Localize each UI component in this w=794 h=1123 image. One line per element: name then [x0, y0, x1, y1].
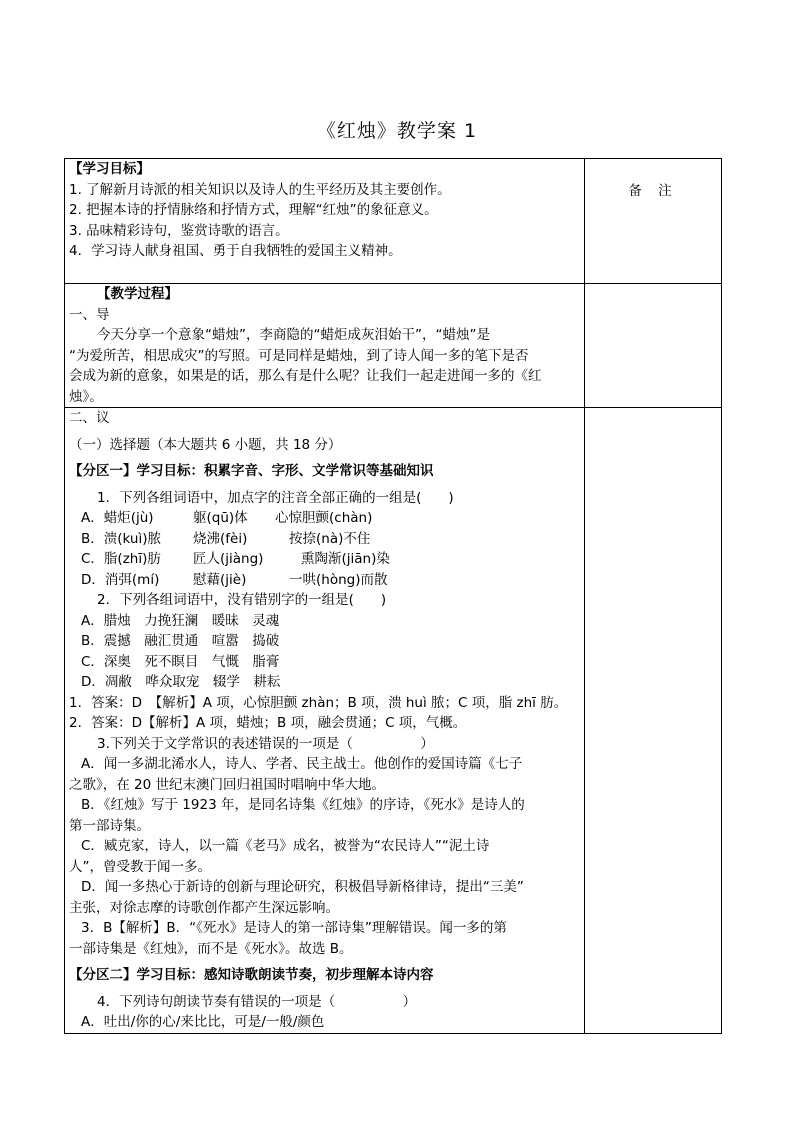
- q3-option-c: C．臧克家，诗人，以一篇《老马》成名，被誉为“农民诗人”“泥土诗: [81, 838, 490, 854]
- intro-line: 烛》。: [69, 388, 103, 405]
- q1-option-b: [69, 529, 580, 550]
- q1-b-1: B．溃(kuì)脓: [81, 530, 162, 547]
- q2-option-a: A．腊烛 力挽狂澜 暖昧 灵魂: [81, 612, 280, 629]
- q1-stem: 1．下列各组词语中，加点字的注音全部正确的一组是( ): [97, 489, 454, 506]
- notes-cell-empty: [585, 284, 722, 408]
- objective-item: 3. 品味精彩诗句，鉴赏诗歌的语言。: [69, 222, 289, 239]
- choice-heading: （一）选择题（本大题共 6 小题，共 18 分）: [69, 436, 342, 453]
- q2-stem: 2．下列各组词语中，没有错别字的一组是( ): [97, 592, 387, 608]
- page-title: 《红烛》教学案 1: [316, 120, 478, 142]
- q3-option-a: A．闻一多湖北浠水人，诗人、学者、民主战士。他创作的爱国诗篇《七子: [81, 756, 523, 772]
- objective-item: 4．学习诗人献身祖国、勇于自我牺牲的爱国主义精神。: [69, 243, 402, 259]
- q3-option-b-cont: 第一部诗集。: [69, 817, 150, 834]
- lesson-table: [64, 158, 722, 1034]
- intro-line: 今天分享一个意象“蜡烛”，李商隐的“蜡炬成灰泪始干”，“蜡烛”是: [97, 327, 490, 343]
- zone1-heading: 【分区一】学习目标：积累字音、字形、文学常识等基础知识: [69, 463, 434, 479]
- q3-stem: 3.下列关于文学常识的表述错误的一项是（ ）: [97, 735, 434, 752]
- q3-answer: 3．B【解析】B．“《死水》是诗人的第一部诗集”理解错误。闻一多的第: [81, 920, 507, 936]
- objective-item: 2. 把握本诗的抒情脉络和抒情方式，理解“红烛”的象征意义。: [69, 202, 438, 218]
- q3-option-c-cont: 人”，曾受教于闻一多。: [69, 858, 211, 875]
- q2-option-c: C．深奥 死不瞑目 气慨 脂膏: [81, 653, 280, 670]
- q2-option-d: D．凋敝 哗众取宠 辍学 耕耘: [81, 674, 281, 690]
- process-heading: 【教学过程】: [97, 286, 178, 302]
- q4-option-a: A．吐出/你的心/来比比，可是/一般/颜色: [81, 1014, 325, 1030]
- q3-option-d-cont: 主张，对徐志摩的诗歌创作都产生深远影响。: [69, 899, 339, 916]
- notes-cell-empty: [585, 408, 722, 1034]
- q1-d-2: 慰藉(jiè): [193, 571, 247, 588]
- objectives-cell: [65, 159, 585, 284]
- notes-label: 备 注: [628, 183, 678, 199]
- q1-option-d: [69, 570, 580, 591]
- q1-c-3: 熏陶渐(jiān)染: [301, 551, 390, 567]
- objective-item: 1. 了解新月诗派的相关知识以及诗人的生平经历及其主要创作。: [69, 181, 451, 198]
- answer-2: 2．答案：D【解析】A 项，蜡烛；B 项，融会贯通；C 项，气概。: [69, 715, 467, 731]
- section1-title: 一、导: [69, 306, 110, 323]
- q3-option-d: D．闻一多热心于新诗的创新与理论研究，积极倡导新格律诗，提出“三美”: [81, 879, 524, 895]
- q1-c-1: C．脂(zhī)肪: [81, 551, 161, 567]
- section2-title: 二、议: [69, 410, 110, 426]
- q1-option-c: [69, 549, 580, 570]
- objectives-heading: 【学习目标】: [69, 161, 150, 177]
- intro-line: 会成为新的意象，如果是的话，那么有是什么呢？让我们一起走进闻一多的《红: [69, 368, 542, 384]
- zone2-heading: 【分区二】学习目标：感知诗歌朗读节奏，初步理解本诗内容: [69, 967, 434, 983]
- q1-c-2: 匠人(jiàng): [193, 551, 264, 567]
- q1-b-3: 按捺(nà)不住: [289, 530, 371, 547]
- q3-answer-cont: 一部诗集是《红烛》，而不是《死水》。故选 B。: [69, 940, 353, 957]
- q1-d-3: 一哄(hòng)而散: [289, 571, 388, 588]
- q3-option-a-cont: 之歌》，在 20 世纪末澳门回归祖国时唱响中华大地。: [69, 776, 386, 793]
- q4-stem: 4．下列诗句朗读节奏有错误的一项是（ ）: [97, 993, 417, 1010]
- q1-a-3: 心惊胆颤(chàn): [275, 510, 373, 526]
- q1-a-1: A．蜡炬(jù): [81, 510, 154, 526]
- q2-option-b: B．震撼 融汇贯通 喧嚣 捣破: [81, 633, 280, 649]
- intro-line: “为爱所苦，相思成灾”的写照。可是同样是蜡烛，到了诗人闻一多的笔下是否: [69, 347, 529, 364]
- q1-d-1: D．消弭(mí): [81, 571, 160, 588]
- answer-1: 1．答案：D 【解析】A 项，心惊胆颤 zhàn；B 项，溃 huì 脓；C 项，脂 zhī 肪。: [69, 694, 568, 711]
- discussion-cell: [65, 408, 585, 1034]
- q1-option-a: [69, 508, 580, 529]
- q1-a-2: 躯(qū)体: [193, 510, 248, 526]
- notes-cell: [585, 159, 722, 284]
- q1-b-2: 烧沸(fèi): [193, 530, 248, 547]
- q3-option-b: B．《红烛》写于 1923 年，是同名诗集《红烛》的序诗，《死水》是诗人的: [81, 797, 525, 813]
- process-cell: [65, 284, 585, 408]
